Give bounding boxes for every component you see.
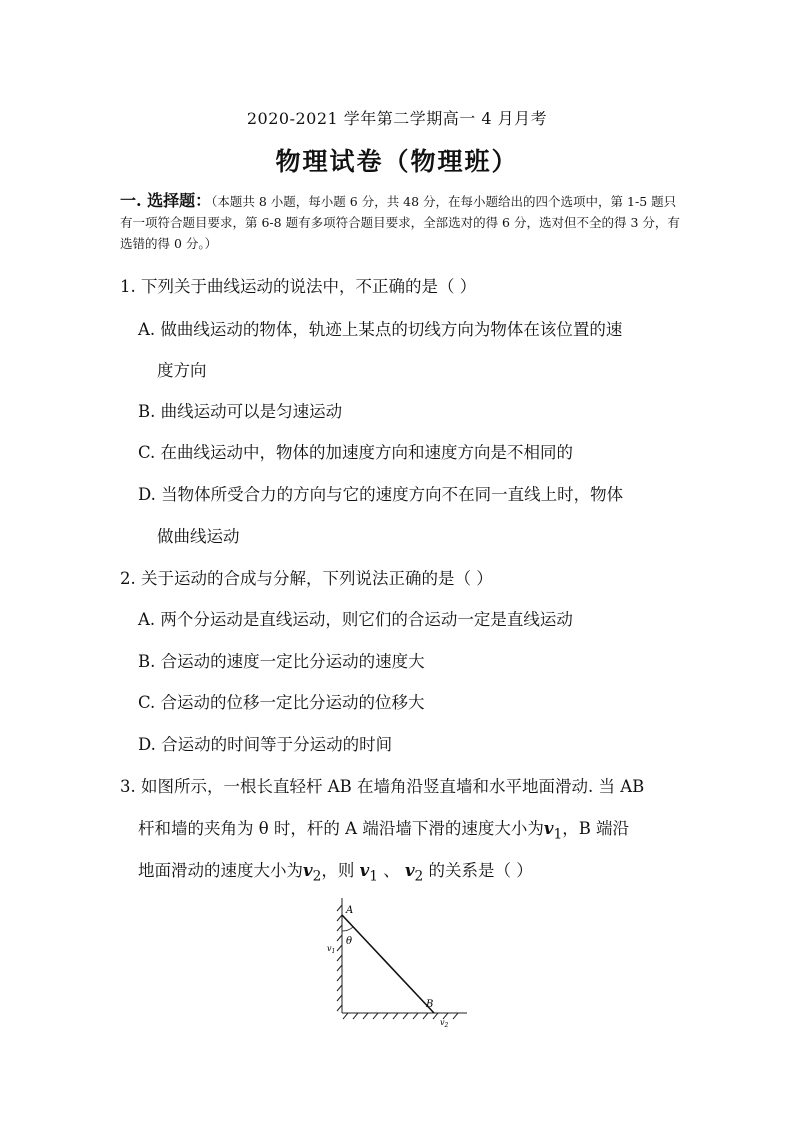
question-3-stem-text: 杆和墙的夹角为 θ 时，杆的 A 端沿墙下滑的速度大小为 (138, 819, 544, 838)
section-instructions (120, 190, 680, 254)
question-1-option-a: A. 做曲线运动的物体，轨迹上某点的切线方向为物体在该位置的速 (138, 320, 623, 339)
question-2-option-d: D. 合运动的时间等于分运动的时间 (138, 735, 393, 754)
v2-sub: 2 (444, 1022, 449, 1029)
separator: 、 (383, 861, 400, 880)
question-2-option-a: A. 两个分运动是直线运动，则它们的合运动一定是直线运动 (138, 610, 573, 629)
exam-title: 2020-2021 学年第二学期高一 4 月月考 (246, 109, 548, 128)
section-heading: 一. 选择题： (120, 191, 212, 210)
question-1-option-c: C. 在曲线运动中，物体的加速度方向和速度方向是不相同的 (138, 443, 574, 462)
v1-subscript: 1 (369, 868, 378, 885)
question-1-option-d-cont: 做曲线运动 (157, 527, 240, 546)
question-3-stem-text: 地面滑动的速度大小为 (138, 861, 303, 880)
rod-ab (342, 915, 434, 1013)
v1-subscript: 1 (553, 826, 563, 843)
v1-symbol: v (543, 819, 554, 838)
v1-symbol: v (359, 861, 370, 880)
question-1-stem: 1. 下列关于曲线运动的说法中，不正确的是（ ） (120, 277, 477, 296)
question-2-option-c: C. 合运动的位移一定比分运动的位移大 (138, 693, 425, 712)
label-v2 (440, 1018, 449, 1029)
v2-subscript: 2 (414, 868, 424, 885)
v2-symbol: v (404, 861, 415, 880)
theta-arc (342, 927, 353, 931)
question-1-option-a-cont: 度方向 (157, 361, 207, 380)
v1-letter: v (327, 944, 332, 953)
label-a: A (346, 905, 354, 916)
v2-symbol: v (303, 861, 313, 880)
question-1-option-d: D. 当物体所受合力的方向与它的速度方向不在同一直线上时，物体 (138, 485, 624, 504)
label-v1 (327, 944, 335, 955)
question-3-stem-text: ，则 (321, 861, 355, 880)
question-3-stem-text: ，B 端沿 (562, 819, 630, 838)
question-3-stem-line-2 (138, 815, 629, 842)
question-2-stem: 2. 关于运动的合成与分解，下列说法正确的是（ ） (120, 569, 493, 588)
section-rules: （本题共 8 小题，每小题 6 分，共 48 分，在每小题给出的四个选项中，第 1-5 题只有一项符合题目要求，第 6-8 题有多项符合题目要求，全部选对的得 6 分，选对但不全的得 3 分，有选错的得 0 分。） (120, 194, 680, 251)
v1-sub: 1 (331, 948, 336, 955)
question-3-stem-text: 的关系是（ ） (428, 861, 533, 880)
question-2-option-b: B. 合运动的速度一定比分运动的速度大 (138, 652, 425, 671)
question-3-stem-line-3 (138, 857, 533, 884)
question-3-stem-line-1: 3. 如图所示，一根长直轻杆 AB 在墙角沿竖直墙和水平地面滑动. 当 AB (120, 777, 645, 796)
label-theta: θ (346, 936, 353, 947)
v2-subscript: 2 (312, 868, 322, 885)
rod-wall-diagram (322, 893, 472, 1033)
question-1-option-b: B. 曲线运动可以是匀速运动 (138, 402, 343, 421)
ground-hatching (342, 1013, 467, 1019)
wall-hatching (337, 898, 342, 1013)
subject-title: 物理试卷（物理班） (275, 147, 519, 176)
v2-letter: v (440, 1018, 445, 1027)
label-b: B (426, 999, 434, 1010)
